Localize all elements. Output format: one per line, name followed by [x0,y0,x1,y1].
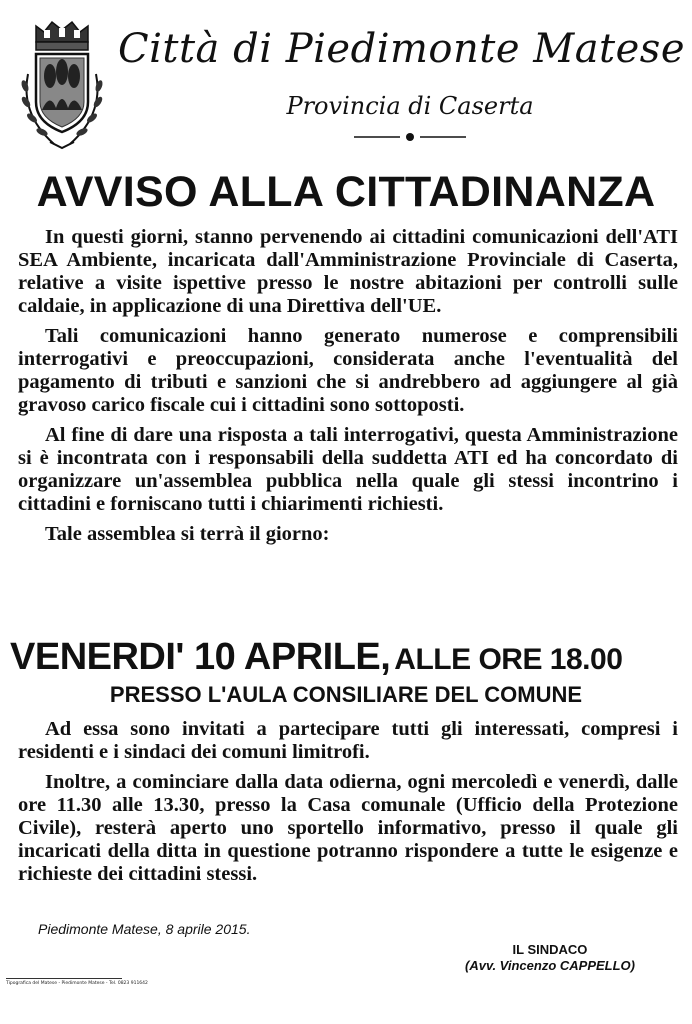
event-date-line [10,636,686,679]
province-subtitle: Provincia di Caserta [286,92,534,120]
paragraph: In questi giorni, stanno pervenendo ai cittadini comunicazioni dell'ATI SEA Ambiente, incaricata dall'Amministrazione Provinciale di Caserta, relative a visite ispettive presso le nostre abitazioni per controlli sulle caldaie, in applicazione di una Direttiva dell'UE. [18,226,678,317]
paragraph: Inoltre, a cominciare dalla data odierna, ogni mercoledì e venerdì, dalle ore 11.30 alle 13.30, presso la Casa comunale (Ufficio della Protezione Civile), resterà aperto uno sportello informativo, presso il quale gli incaricati della ditta in questione potranno rispondere a tutte le esigenze e richieste dei cittadini stessi. [18,771,678,885]
paragraph: Al fine di dare una risposta a tali interrogativi, questa Amministrazione si è incontrata con i responsabili della suddetta ATI ed ha concordato di organizzare un'assemblea pubblica nella quale gli stessi incontrino i cittadini e forniscano tutti i chiarimenti richiesti. [18,424,678,515]
paragraph: Tali comunicazioni hanno generato numerose e comprensibili interrogativi e preoccupazioni, considerata anche l'eventualità del pagamento di tributi e sanzioni che si andrebbero ad aggiungere al già gravoso carico fiscale cui i cittadini sono sottoposti. [18,325,678,416]
mayor-name: (Avv. Vincenzo CAPPELLO) [465,958,635,973]
event-date: VENERDI' 10 APRILE, [10,636,391,678]
event-time: ALLE ORE 18.00 [394,643,623,676]
printer-credit: Tipografica del Matese - Piedimonte Matese - Tel. 0823 911642 [6,981,148,986]
mayor-title: IL SINDACO [512,942,588,957]
city-title: Città di Piedimonte Matese [118,26,685,72]
paragraph: Ad essa sono invitati a partecipare tutti gli interessati, compresi i residenti e i sindaci dei comuni limitrofi. [18,718,678,763]
notice-closing [18,718,678,893]
notice-body [18,226,678,553]
municipal-crest-icon [14,14,110,154]
divider-ornament [350,130,470,144]
notice-headline: AVVISO ALLA CITTADINANZA [36,168,656,216]
event-place: PRESSO L'AULA CONSILIARE DEL COMUNE [109,682,583,707]
printer-divider [6,978,122,979]
signature-place-date: Piedimonte Matese, 8 aprile 2015. [38,921,251,937]
paragraph: Tale assemblea si terrà il giorno: [45,523,330,545]
